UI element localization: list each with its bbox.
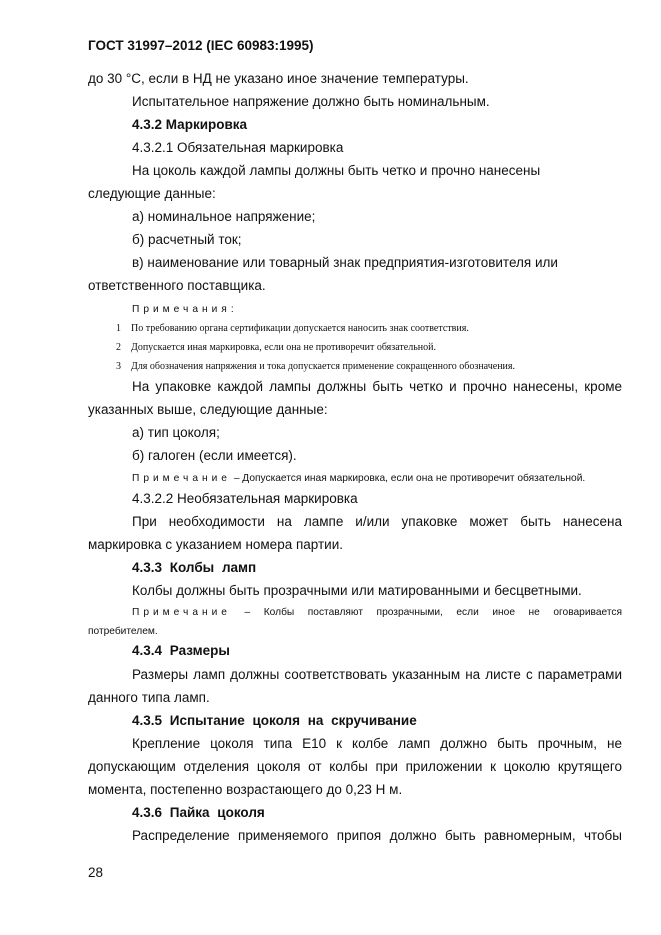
body-line: ответственного поставщика. (88, 278, 266, 293)
body-line: следующие данные: (88, 186, 216, 201)
note-number: 3 (116, 361, 121, 372)
section-heading: 4.3.3 Колбы ламп (132, 560, 257, 575)
subsection-heading: 4.3.2.1 Обязательная маркировка (132, 140, 344, 155)
notes-label: Примечания: (132, 304, 238, 315)
body-line: до 30 °С, если в НД не указано иное значение температуры. (88, 71, 469, 86)
note-continuation: потребителем. (88, 626, 158, 637)
section-heading: 4.3.2 Маркировка (132, 117, 248, 132)
list-item: а) номинальное напряжение; (132, 209, 316, 224)
body-line: Размеры ламп должны соответствовать указанным на листе с параметрами (132, 667, 622, 682)
body-line: Испытательное напряжение должно быть номинальным. (132, 94, 490, 109)
section-heading: 4.3.5 Испытание цоколя на скручивание (132, 713, 417, 728)
note-number: 1 (116, 323, 121, 334)
subsection-heading: 4.3.2.2 Необязательная маркировка (132, 491, 358, 506)
body-line: На цоколь каждой лампы должны быть четко и прочно нанесены (132, 163, 541, 178)
note-item (116, 320, 636, 337)
note-number: 2 (116, 342, 121, 353)
note-text: – Колбы поставляют прозрачными, если иное не оговаривается (244, 607, 622, 618)
body-line: допускающим отделения цоколя от колбы при приложении к цоколю крутящего (88, 759, 622, 774)
list-item: б) галоген (если имеется). (132, 448, 297, 463)
body-line: данного типа ламп. (88, 690, 210, 705)
document-header: ГОСТ 31997–2012 (IEC 60983:1995) (88, 38, 314, 53)
note-text: Допускается иная маркировка, если она не противоречит обязательной. (131, 342, 436, 353)
body-line: указанных выше, следующие данные: (88, 402, 328, 417)
note-label: Примечание (132, 607, 231, 618)
note-text: По требованию органа сертификации допускается наносить знак соответствия. (131, 323, 469, 334)
body-line: Крепление цоколя типа E10 к колбе ламп должно быть прочным, не (132, 736, 622, 751)
note (132, 604, 622, 621)
body-line: На упаковке каждой лампы должны быть четко и прочно нанесены, кроме (132, 379, 622, 394)
body-line: При необходимости на лампе и/или упаковке может быть нанесена (132, 514, 622, 529)
body-line: момента, постепенно возрастающего до 0,23 Н м. (88, 782, 403, 797)
note-label: Примечание (132, 473, 231, 484)
note-text: – Допускается иная маркировка, если она не противоречит обязательной. (233, 473, 586, 484)
page-number: 28 (88, 865, 104, 880)
list-item: в) наименование или товарный знак предприятия-изготовителя или (132, 255, 558, 270)
note (132, 470, 622, 487)
body-line: Распределение применяемого припоя должно быть равномерным, чтобы (132, 828, 622, 843)
note-item (116, 358, 636, 375)
note-text: Для обозначения напряжения и тока допускается применение сокращенного обозначения. (131, 361, 515, 372)
section-heading: 4.3.6 Пайка цоколя (132, 805, 265, 820)
list-item: а) тип цоколя; (132, 425, 220, 440)
body-line: маркировка с указанием номера партии. (88, 537, 344, 552)
note-item (116, 339, 636, 356)
section-heading: 4.3.4 Размеры (132, 643, 230, 658)
body-line: Колбы должны быть прозрачными или матированными и бесцветными. (132, 583, 582, 598)
list-item: б) расчетный ток; (132, 232, 242, 247)
